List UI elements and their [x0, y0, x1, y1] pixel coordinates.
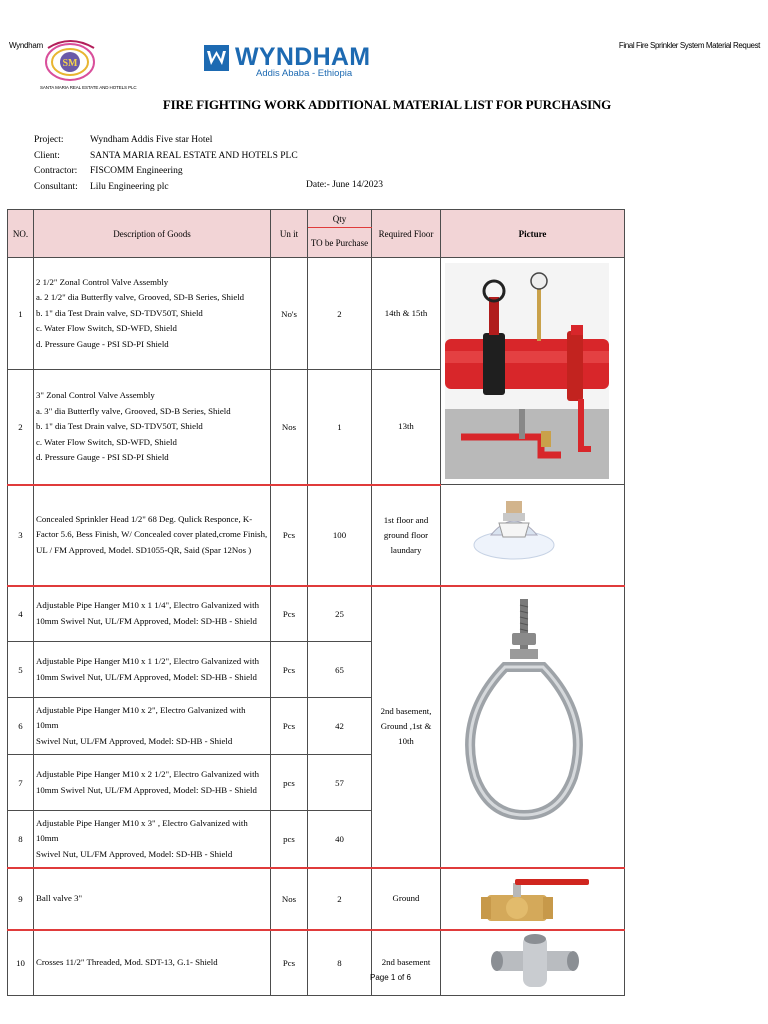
page-number: Page 1 of 6: [370, 973, 411, 982]
table-row: [8, 258, 625, 370]
row-no: 4: [8, 586, 34, 642]
valve-assembly-image: [441, 258, 625, 485]
col-header-unit: Un it: [271, 210, 308, 258]
material-table: [7, 209, 625, 996]
row-unit: Nos: [271, 370, 308, 485]
wyndham-w-icon: [204, 45, 229, 71]
row-unit: pcs: [271, 755, 308, 811]
wyndham-wordmark: WYNDHAM: [235, 43, 371, 71]
row-floor: 14th & 15th: [372, 258, 441, 370]
row-qty: 2: [308, 868, 372, 930]
row-qty: 42: [308, 698, 372, 755]
document-date: Date:- June 14/2023: [306, 180, 384, 190]
col-header-qty-sub: TO be Purchase: [308, 228, 372, 258]
row-no: 9: [8, 868, 34, 930]
santa-maria-logo-icon: [40, 36, 120, 92]
row-no: 1: [8, 258, 34, 370]
col-header-desc: Description of Goods: [34, 210, 271, 258]
row-desc: 2 1/2" Zonal Control Valve Assembly a. 2 1/2" dia Butterfly valve, Grooved, SD-B Series, Shield b. 1" dia Test Drain valve, SD-TDV50T, Shield c. Water Flow Switch, SD-WFD, Shield d. Pressure Gauge - PSI SD-PI Shield: [34, 258, 271, 370]
pipe-cross-image: [441, 930, 625, 996]
pipe-hanger-image: [441, 586, 625, 868]
row-desc: Adjustable Pipe Hanger M10 x 1 1/4", Electro Galvanized with 10mm Swivel Nut, UL/FM Approved, Model: SD-HB - Shield: [34, 586, 271, 642]
row-floor: 13th: [372, 370, 441, 485]
table-row: [8, 930, 625, 996]
table-row: [8, 586, 625, 642]
row-no: 8: [8, 811, 34, 868]
logo-mark-text: SM: [62, 58, 78, 69]
row-desc: Adjustable Pipe Hanger M10 x 1 1/2", Electro Galvanized with 10mm Swivel Nut, UL/FM Approved, Model: SD-HB - Shield: [34, 642, 271, 698]
row-no: 3: [8, 485, 34, 586]
row-floor: Ground: [372, 868, 441, 930]
col-header-qty: Qty: [308, 210, 372, 228]
row-desc: Adjustable Pipe Hanger M10 x 2 1/2", Electro Galvanized with 10mm Swivel Nut, UL/FM Approved, Model: SD-HB - Shield: [34, 755, 271, 811]
row-unit: Nos: [271, 868, 308, 930]
row-qty: 65: [308, 642, 372, 698]
row-no: 7: [8, 755, 34, 811]
row-floor: 2nd basement: [372, 930, 441, 996]
row-desc: Crosses 11/2" Threaded, Mod. SDT-13, G.1- Shield: [34, 930, 271, 996]
row-qty: 100: [308, 485, 372, 586]
info-consultant: Consultant: Lilu Engineering plc: [34, 181, 169, 192]
header-left-text: Wyndham: [9, 41, 43, 50]
logo-caption: SANTA MARIA REAL ESTATE AND HOTELS PLC: [40, 85, 137, 90]
row-desc: 3" Zonal Control Valve Assembly a. 3" dia Butterfly valve, Grooved, SD-B Series, Shield b. 1" dia Test Drain valve, SD-TDV50T, Shield c. Water Flow Switch, SD-WFD, Shield d. Pressure Gauge - PSI SD-PI Shield: [34, 370, 271, 485]
col-header-picture: Picture: [441, 210, 625, 258]
row-no: 5: [8, 642, 34, 698]
row-no: 2: [8, 370, 34, 485]
row-unit: No's: [271, 258, 308, 370]
row-floor: 1st floor and ground floor laundary: [372, 485, 441, 586]
info-client: Client: SANTA MARIA REAL ESTATE AND HOTELS PLC: [34, 150, 298, 161]
col-header-floor: Required Floor: [372, 210, 441, 258]
table-row: [8, 868, 625, 930]
row-unit: Pcs: [271, 485, 308, 586]
info-contractor: Contractor: FISCOMM Engineering: [34, 166, 183, 176]
row-no: 10: [8, 930, 34, 996]
row-unit: pcs: [271, 811, 308, 868]
wyndham-subtitle: Addis Ababa - Ethiopia: [256, 68, 353, 79]
row-desc: Concealed Sprinkler Head 1/2" 68 Deg. Qulick Responce, K- Factor 5.6, Bess Finish, W/ Concealed cover plated,crome Finish, UL / FM Approved, Model. SD1055-QR, Said (Spar 12Nos ): [34, 485, 271, 586]
hanger-floor: 2nd basement, Ground ,1st & 10th: [372, 586, 441, 868]
row-unit: Pcs: [271, 930, 308, 996]
row-qty: 57: [308, 755, 372, 811]
row-qty: 40: [308, 811, 372, 868]
row-qty: 25: [308, 586, 372, 642]
project-info: [34, 133, 298, 195]
row-qty: 2: [308, 258, 372, 370]
row-unit: Pcs: [271, 698, 308, 755]
row-desc: Adjustable Pipe Hanger M10 x 2", Electro Galvanized with 10mm Swivel Nut, UL/FM Approved, Model: SD-HB - Shield: [34, 698, 271, 755]
info-project: Project: Wyndham Addis Five star Hotel: [34, 135, 213, 145]
table-row: [8, 485, 625, 586]
row-qty: 1: [308, 370, 372, 485]
document-title: FIRE FIGHTING WORK ADDITIONAL MATERIAL LIST FOR PURCHASING: [162, 97, 612, 112]
ball-valve-image: [441, 868, 625, 930]
row-qty: 8: [308, 930, 372, 996]
row-unit: Pcs: [271, 642, 308, 698]
row-desc: Ball valve 3": [34, 868, 271, 930]
row-no: 6: [8, 698, 34, 755]
row-desc: Adjustable Pipe Hanger M10 x 3" , Electro Galvanized with 10mm Swivel Nut, UL/FM Approved, Model: SD-HB - Shield: [34, 811, 271, 868]
row-unit: Pcs: [271, 586, 308, 642]
sprinkler-head-image: [441, 485, 625, 586]
header-right-text: Final Fire Sprinkler System Material Request: [618, 41, 760, 50]
col-header-no: NO.: [8, 210, 34, 258]
